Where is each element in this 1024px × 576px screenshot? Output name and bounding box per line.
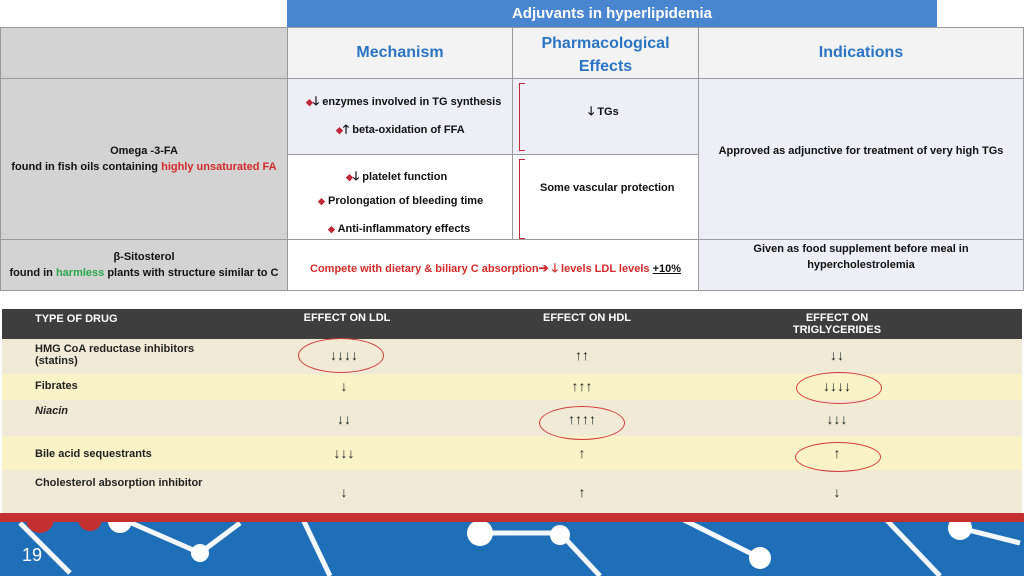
omega-mech-2: [336, 120, 465, 141]
omega-mech-5: [328, 223, 470, 235]
sitosterol-mech-c: +10%: [652, 263, 682, 275]
omega-mechanism-cell-1: [287, 78, 513, 155]
omega-mech1-text: enzymes involved in TG synthesis: [322, 96, 502, 108]
tg-effect: ↑: [833, 445, 841, 461]
sitosterol-indication-1: Given as food supplement before meal in: [753, 243, 969, 255]
omega-mech5-text: Anti-inflammatory effects: [337, 223, 471, 235]
table-row: [2, 470, 1022, 513]
omega-name: Omega -3-FA: [110, 145, 178, 157]
omega-indication-cell: [698, 78, 1024, 240]
omega-description: [1, 161, 287, 173]
hdl-effect: ↑: [578, 484, 586, 500]
bracket-icon: [519, 159, 525, 239]
omega-mech3-text: platelet function: [362, 171, 448, 183]
highlight-ellipse: [539, 406, 625, 440]
ldl-effect: ↓↓↓↓: [330, 347, 358, 363]
page-number: 19: [22, 545, 43, 565]
tg-effect: ↓: [833, 484, 841, 500]
tg-effect: ↓↓: [830, 347, 844, 363]
down-arrow-icon: 🡓: [312, 94, 320, 108]
hdl-effect: ↑↑↑↑: [568, 411, 596, 427]
omega-effect-2: Some vascular protection: [540, 182, 675, 194]
header-type-of-drug: TYPE OF DRUG: [35, 313, 118, 325]
sitosterol-mech-b: levels LDL levels: [561, 263, 653, 275]
sitosterol-desc-suffix: plants with structure similar to C: [104, 267, 279, 279]
bullet-icon: ◆: [306, 97, 313, 107]
omega-effect-cell-2: [512, 154, 699, 240]
table-row: [2, 400, 1022, 437]
header-effect-tg: EFFECT ON TRIGLYCERIDES: [792, 312, 882, 336]
ldl-effect: ↓: [340, 378, 348, 394]
sitosterol-indication-cell: [698, 239, 1024, 291]
header-indications: Indications: [818, 44, 904, 61]
omega-mech-1: [306, 92, 501, 113]
drug-name: Fibrates: [35, 380, 78, 392]
drug-table-header: [2, 309, 1022, 339]
down-arrow-icon: 🡓: [551, 261, 558, 275]
molecule-pattern-icon: [0, 513, 1024, 576]
drug-name: Bile acid sequestrants: [35, 448, 152, 460]
header-pharmacological-cell: [512, 27, 699, 79]
slide-title: Adjuvants in hyperlipidemia: [287, 0, 937, 27]
drug-name: HMG CoA reductase inhibitors (statins): [35, 343, 195, 367]
omega-name-cell: [0, 78, 288, 240]
sitosterol-desc-highlight: harmless: [55, 267, 105, 279]
ldl-effect: ↓↓: [337, 411, 351, 427]
ldl-effect: ↓: [340, 484, 348, 500]
down-arrow-icon: 🡓: [352, 169, 360, 183]
bullet-icon: ◆: [328, 224, 335, 234]
omega-mech4-text: Prolongation of bleeding time: [327, 195, 484, 207]
tg-effect: ↓↓↓: [826, 411, 848, 427]
highlight-ellipse: [795, 442, 881, 472]
tg-effect: ↓↓↓↓: [823, 378, 851, 394]
omega-effect-1: [588, 102, 619, 123]
footer-band: [0, 513, 1024, 576]
header-effect-hdl: EFFECT ON HDL: [543, 312, 631, 324]
sitosterol-indication-2: hypercholestrolemia: [807, 259, 915, 271]
header-mechanism: Mechanism: [356, 44, 444, 61]
drug-effects-table: [2, 309, 1022, 513]
hdl-effect: ↑↑↑: [571, 378, 593, 394]
drug-name: Cholesterol absorption inhibitor: [35, 477, 203, 489]
header-mechanism-cell: [287, 27, 513, 79]
omega-desc-highlight: highly unsaturated FA: [161, 161, 277, 173]
header-effect-ldl: EFFECT ON LDL: [303, 312, 391, 324]
omega-effect1-text: TGs: [597, 106, 619, 118]
bullet-icon: ◆: [318, 196, 325, 206]
omega-mech-3: [346, 167, 447, 188]
sitosterol-name-cell: [0, 239, 288, 291]
sitosterol-description: [1, 267, 287, 279]
omega-effect-cell-1: [512, 78, 699, 155]
table-row: [2, 339, 1022, 375]
adjuvants-table: [0, 27, 1024, 291]
sitosterol-desc-prefix: found in: [9, 267, 56, 279]
right-arrow-icon: ➔: [538, 261, 549, 275]
sitosterol-mechanism: [310, 259, 681, 280]
highlight-ellipse: [796, 372, 882, 404]
footer-stripe: [0, 513, 1024, 522]
omega-mech2-text: beta-oxidation of FFA: [352, 124, 465, 136]
ldl-effect: ↓↓↓: [333, 445, 355, 461]
bracket-icon: [519, 83, 525, 151]
omega-desc-prefix: found in fish oils containing: [11, 161, 162, 173]
hdl-effect: ↑: [578, 445, 586, 461]
sitosterol-mechanism-cell: [287, 239, 699, 291]
omega-mech-4: [318, 195, 483, 207]
header-indications-cell: [698, 27, 1024, 79]
highlight-ellipse: [298, 338, 384, 373]
header-pharmacological: Pharmacological Effects: [541, 35, 670, 75]
down-arrow-icon: 🡓: [588, 104, 595, 118]
up-arrow-icon: 🡑: [342, 122, 350, 136]
sitosterol-mech-a: Compete with dietary & biliary C absorption: [310, 263, 539, 275]
hdl-effect: ↑↑: [575, 347, 589, 363]
header-empty-cell: [0, 27, 288, 79]
omega-mechanism-cell-2: [287, 154, 513, 240]
sitosterol-name: β-Sitosterol: [113, 251, 175, 263]
omega-indication: Approved as adjunctive for treatment of very high TGs: [718, 145, 1004, 157]
bullet-icon: ◆: [336, 125, 343, 135]
bullet-icon: ◆: [346, 172, 353, 182]
drug-name: Niacin: [35, 405, 69, 417]
